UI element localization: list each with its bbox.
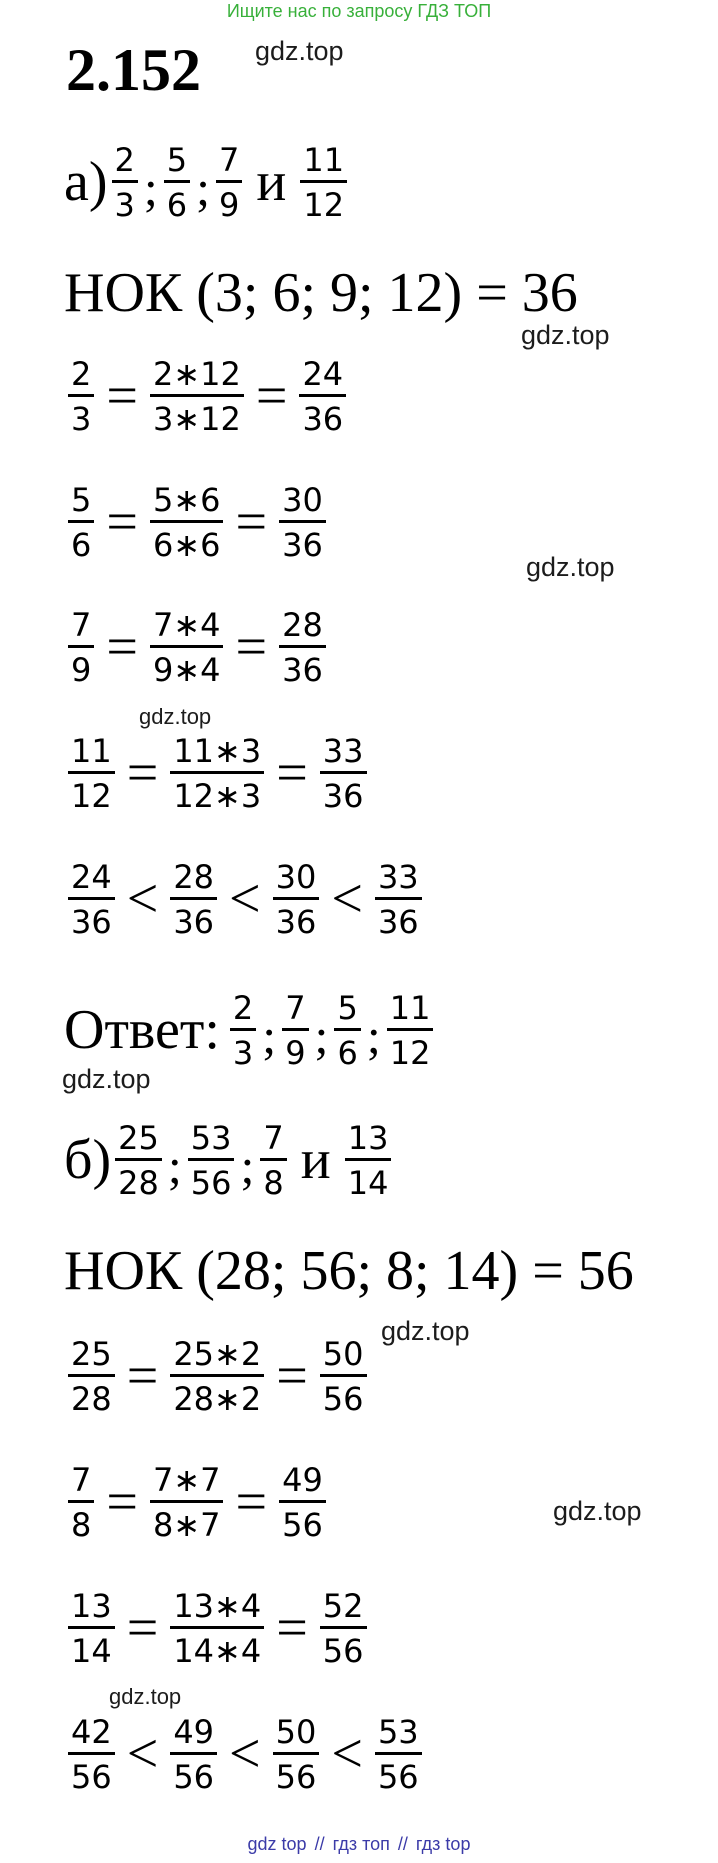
conjunction: и <box>300 1129 331 1191</box>
footer-links <box>0 1832 718 1856</box>
lcm-b: НОК (28; 56; 8; 14) = 56 <box>64 1240 634 1302</box>
separator: ; <box>240 1138 255 1194</box>
fraction: $\frac{7∗7}{8∗7}$ <box>150 1460 224 1545</box>
watermark: gdz.top <box>521 320 610 350</box>
footer-separator: // <box>397 1834 408 1854</box>
conversion-row <box>64 472 330 572</box>
search-banner: Ищите нас по запросу ГДЗ ТОП <box>226 1 492 21</box>
fraction: $\frac{7}{8}$ <box>68 1460 94 1545</box>
fraction: $\frac{28}{36}$ <box>170 857 217 942</box>
conversion-row <box>64 1326 371 1426</box>
equals-sign: = <box>276 742 308 804</box>
separator: ; <box>143 160 158 216</box>
conversion-row <box>64 1452 330 1552</box>
fraction: $\frac{50}{56}$ <box>273 1712 320 1797</box>
fraction: $\frac{5}{6}$ <box>164 140 190 225</box>
lcm-a: НОК (3; 6; 9; 12) = 36 <box>64 262 578 324</box>
less-than-sign: < <box>331 868 363 930</box>
problem-number: 2.152 <box>66 37 201 103</box>
answer-row <box>64 980 437 1080</box>
fraction: $\frac{11∗3}{12∗3}$ <box>170 731 264 816</box>
equals-sign: = <box>126 1345 159 1407</box>
equals-sign: = <box>276 1597 308 1659</box>
comparison-row <box>64 849 426 949</box>
equals-sign: = <box>255 365 288 427</box>
equals-sign: = <box>106 491 138 553</box>
fraction: $\frac{33}{36}$ <box>375 857 422 942</box>
part-a-label: а) <box>64 151 108 213</box>
comparison-row <box>64 1704 426 1804</box>
conversion-row <box>64 597 330 697</box>
equals-sign: = <box>126 1597 159 1659</box>
fraction: $\frac{2∗12}{3∗12}$ <box>150 354 244 439</box>
fraction: $\frac{13∗4}{14∗4}$ <box>170 1586 264 1671</box>
fraction: $\frac{2}{3}$ <box>68 354 94 439</box>
fraction: $\frac{5}{6}$ <box>334 988 360 1073</box>
fraction: $\frac{13}{14}$ <box>68 1586 115 1671</box>
fraction: $\frac{7∗4}{9∗4}$ <box>150 605 224 690</box>
footer-separator: // <box>314 1834 325 1854</box>
fraction: $\frac{42}{56}$ <box>68 1712 115 1797</box>
equals-sign: = <box>106 365 138 427</box>
fraction: $\frac{53}{56}$ <box>188 1118 235 1203</box>
fraction: $\frac{30}{36}$ <box>273 857 320 942</box>
fraction: $\frac{30}{36}$ <box>279 480 326 565</box>
fraction: $\frac{5}{6}$ <box>68 480 94 565</box>
watermark: gdz.top <box>62 1064 151 1094</box>
less-than-sign: < <box>126 1723 159 1785</box>
separator: ; <box>196 160 211 216</box>
fraction: $\frac{50}{56}$ <box>320 1334 367 1419</box>
watermark: gdz.top <box>553 1496 642 1526</box>
fraction: $\frac{25}{28}$ <box>68 1334 115 1419</box>
equals-sign: = <box>276 1345 308 1407</box>
conjunction: и <box>256 151 287 213</box>
footer-link[interactable]: гдз top <box>415 1834 471 1854</box>
equals-sign: = <box>235 491 268 553</box>
equals-sign: = <box>235 616 268 678</box>
fraction: $\frac{52}{56}$ <box>320 1586 367 1671</box>
watermark: gdz.top <box>109 1684 182 1709</box>
part-b-heading <box>64 1110 395 1210</box>
fraction: $\frac{7}{9}$ <box>68 605 94 690</box>
fraction: $\frac{33}{36}$ <box>320 731 367 816</box>
separator: ; <box>262 1008 277 1064</box>
equals-sign: = <box>126 742 159 804</box>
fraction: $\frac{28}{36}$ <box>279 605 326 690</box>
conversion-row <box>64 346 350 446</box>
fraction: $\frac{13}{14}$ <box>345 1118 392 1203</box>
less-than-sign: < <box>331 1723 363 1785</box>
fraction: $\frac{7}{9}$ <box>282 988 308 1073</box>
part-a-heading <box>64 132 351 232</box>
less-than-sign: < <box>229 868 261 930</box>
separator: ; <box>366 1008 381 1064</box>
fraction: $\frac{25}{28}$ <box>115 1118 162 1203</box>
footer-link[interactable]: gdz top <box>247 1834 307 1854</box>
fraction: $\frac{25∗2}{28∗2}$ <box>170 1334 264 1419</box>
fraction: $\frac{2}{3}$ <box>230 988 256 1073</box>
fraction: $\frac{7}{9}$ <box>216 140 242 225</box>
fraction: $\frac{11}{12}$ <box>68 731 115 816</box>
equals-sign: = <box>235 1471 268 1533</box>
part-b-label: б) <box>64 1129 112 1191</box>
watermark: gdz.top <box>255 36 344 66</box>
conversion-row <box>64 1578 371 1678</box>
fraction: $\frac{11}{12}$ <box>300 140 347 225</box>
watermark: gdz.top <box>139 704 212 729</box>
less-than-sign: < <box>126 868 159 930</box>
equals-sign: = <box>106 1471 138 1533</box>
less-than-sign: < <box>229 1723 261 1785</box>
fraction: $\frac{49}{56}$ <box>279 1460 326 1545</box>
fraction: $\frac{49}{56}$ <box>170 1712 217 1797</box>
fraction: $\frac{24}{36}$ <box>68 857 115 942</box>
fraction: $\frac{5∗6}{6∗6}$ <box>150 480 224 565</box>
separator: ; <box>314 1008 329 1064</box>
fraction: $\frac{7}{8}$ <box>260 1118 286 1203</box>
separator: ; <box>167 1138 182 1194</box>
answer-label: Ответ: <box>64 999 220 1061</box>
watermark: gdz.top <box>526 552 615 582</box>
equals-sign: = <box>106 616 138 678</box>
conversion-row <box>64 723 371 823</box>
watermark: gdz.top <box>381 1316 470 1346</box>
fraction: $\frac{24}{36}$ <box>299 354 346 439</box>
footer-link[interactable]: гдз топ <box>332 1834 390 1854</box>
fraction: $\frac{53}{56}$ <box>375 1712 422 1797</box>
fraction: $\frac{2}{3}$ <box>112 140 138 225</box>
fraction: $\frac{11}{12}$ <box>387 988 434 1073</box>
